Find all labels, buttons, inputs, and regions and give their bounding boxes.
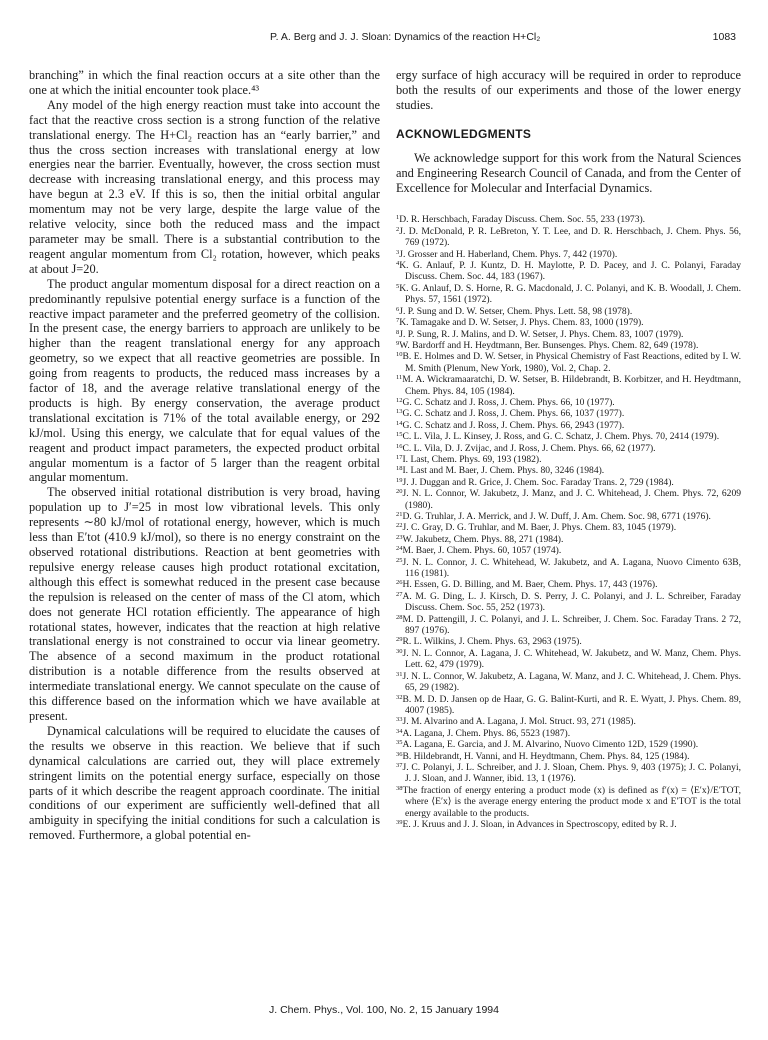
reference-text: J. C. Polanyi, J. L. Schreiber, and J. J. Sloan, Chem. Phys. 9, 403 (1975); J. C. Polanyi, J. J. Sloan, and J. Wanner, ibid. 13, 1 (1976). [402, 761, 741, 785]
reference-text: B. E. Holmes and D. W. Setser, in Physical Chemistry of Fast Reactions, edited by I. W. M. Smith (Plenum, New York, 1980), Vol. 2, Chap. 2. [402, 351, 741, 374]
reference-item [396, 739, 741, 750]
reference-number: 13 [396, 408, 403, 416]
reference-item [396, 819, 741, 830]
section-heading: ACKNOWLEDGMENTS [396, 126, 532, 141]
reference-text: The fraction of energy entering a product mode (x) is defined as f′(x) = ⟨E′x⟩/E′TOT, where ⟨E′x⟩ is the average energy entering the product mode x and E′TOT is the total energy available to the products. [402, 784, 741, 819]
reference-text: M. D. Pattengill, J. C. Polanyi, and J. L. Schreiber, J. Chem. Soc. Faraday Trans. 2 72, 897 (1976). [402, 613, 741, 637]
reference-item [396, 329, 741, 340]
reference-item [396, 454, 741, 465]
reference-number: 30 [396, 647, 403, 655]
reference-item [396, 614, 741, 637]
reference-number: 22 [396, 522, 403, 530]
reference-item [396, 443, 741, 454]
reference-text: A. M. G. Ding, L. J. Kirsch, D. S. Perry, J. C. Polanyi, and J. L. Schreiber, Faraday Discuss. Chem. Soc. 55, 252 (1973). [402, 590, 741, 614]
reference-number: 1 [396, 214, 400, 222]
reference-text: I. Last, Chem. Phys. 69, 193 (1982). [402, 453, 542, 465]
reference-text: G. C. Schatz and J. Ross, J. Chem. Phys. 66, 2943 (1977). [402, 419, 625, 431]
reference-item [396, 397, 741, 408]
reference-number: 4 [396, 260, 400, 268]
reference-item [396, 420, 741, 431]
reference-number: 28 [396, 613, 403, 621]
reference-number: 26 [396, 579, 403, 587]
reference-number: 37 [396, 761, 403, 769]
reference-number: 12 [396, 396, 403, 404]
reference-number: 7 [396, 317, 400, 325]
reference-item [396, 226, 741, 249]
reference-text: B. M. D. D. Jansen op de Haar, G. G. Balint-Kurti, and R. E. Wyatt, J. Phys. Chem. 89, 4007 (1985). [402, 693, 741, 716]
reference-text: E. J. Kruus and J. J. Sloan, in Advances in Spectroscopy, edited by R. J. [402, 818, 677, 830]
reference-text: R. L. Wilkins, J. Chem. Phys. 63, 2963 (1975). [402, 636, 582, 648]
reference-text: J. N. L. Connor, J. C. Whitehead, W. Jakubetz, and A. Lagana, Nuovo Cimento 63B, 116 (1981). [402, 556, 741, 580]
reference-number: 25 [396, 556, 403, 564]
reference-number: 5 [396, 282, 400, 290]
reference-item [396, 557, 741, 580]
reference-number: 3 [396, 248, 400, 256]
reference-text: W. Bardorff and H. Heydtmann, Ber. Bunsenges. Phys. Chem. 82, 649 (1978). [399, 339, 699, 351]
reference-text: A. Lagana, J. Chem. Phys. 86, 5523 (1987). [402, 727, 571, 739]
reference-item [396, 351, 741, 374]
reference-item [396, 214, 741, 225]
reference-number: 2 [396, 225, 400, 233]
acknowledgment-paragraph: We acknowledge support for this work from the Natural Sciences and Engineering Research Council of Canada, and from the Center of Excellence for Molecular and Interfacial Dynamics. [396, 150, 741, 195]
reference-number: 15 [396, 431, 403, 439]
reference-item [396, 249, 741, 260]
reference-text: J. P. Sung and D. W. Setser, Chem. Phys. Lett. 58, 98 (1978). [399, 305, 633, 317]
reference-item [396, 694, 741, 717]
reference-number: 18 [396, 465, 403, 473]
reference-item [396, 591, 741, 614]
reference-item [396, 488, 741, 511]
reference-number: 38 [396, 784, 403, 792]
reference-number: 14 [396, 419, 403, 427]
reference-number: 8 [396, 328, 400, 336]
reference-text: G. C. Schatz and J. Ross, J. Chem. Phys. 66, 1037 (1977). [402, 408, 625, 420]
page-footer: J. Chem. Phys., Vol. 100, No. 2, 15 January 1994 [269, 1004, 499, 1016]
reference-item [396, 716, 741, 727]
reference-text: J. N. L. Connor, A. Lagana, J. C. Whitehead, W. Jakubetz, and W. Manz, Chem. Phys. Lett. 62, 479 (1979). [402, 647, 741, 671]
body-paragraph: branching” in which the final reaction occurs at a site other than the one at which the initial encounter took place.⁴³ [29, 68, 380, 97]
reference-text: D. R. Herschbach, Faraday Discuss. Chem. Soc. 55, 233 (1973). [399, 214, 646, 226]
reference-text: A. Lagana, E. Garcia, and J. M. Alvarino, Nuovo Cimento 12D, 1529 (1990). [402, 739, 699, 751]
reference-text: G. C. Schatz and J. Ross, J. Chem. Phys. 66, 10 (1977). [402, 396, 615, 408]
reference-item [396, 283, 741, 306]
reference-item [396, 636, 741, 647]
reference-item [396, 534, 741, 545]
reference-number: 36 [396, 750, 403, 758]
running-title: P. A. Berg and J. J. Sloan: Dynamics of the reaction H+Cl₂ [270, 31, 541, 43]
reference-text: I. Last and M. Baer, J. Chem. Phys. 80, 3246 (1984). [402, 465, 605, 477]
reference-item [396, 317, 741, 328]
reference-item [396, 545, 741, 556]
reference-text: C. L. Vila, J. L. Kinsey, J. Ross, and G. C. Schatz, J. Chem. Phys. 70, 2414 (1979). [402, 431, 720, 443]
reference-item [396, 762, 741, 785]
reference-text: B. Hildebrandt, H. Vanni, and H. Heydtmann, Chem. Phys. 84, 125 (1984). [402, 750, 690, 762]
reference-text: J. N. L. Connor, W. Jakubetz, J. Manz, and J. C. Whitehead, J. Chem. Phys. 72, 6209 (1980). [402, 488, 741, 511]
reference-text: M. A. Wickramaaratchi, D. W. Setser, B. Hildebrandt, B. Korbitzer, and H. Heydtmann, Chem. Phys. 84, 105 (1984). [402, 374, 741, 397]
reference-item [396, 511, 741, 522]
reference-text: D. G. Truhlar, J. A. Merrick, and J. W. Duff, J. Am. Chem. Soc. 98, 6771 (1976). [402, 511, 711, 522]
body-paragraph: Any model of the high energy reaction must take into account the fact that the reactive cross section is a strong function of the relative translational energy. The H+Cl₂ reaction has an “early barrier,” and thus the cross section increases with translational energy at low energies near the barrier. Eventually, however, the cross section must decrease with increasing translational energy, and this process may have begun at 2.3 eV. If this is so, then the initial orbital angular momentum may not be very large, despite the large value of the relative velocity, since both the reduced mass and the impact parameter may be small. There is a substantial contribution to the reagent angular momentum from Cl₂ rotation, however, which peaks at about J=20. [29, 97, 380, 276]
reference-number: 27 [396, 590, 403, 598]
reference-item [396, 340, 741, 351]
reference-number: 34 [396, 727, 403, 735]
right-column [396, 68, 741, 830]
reference-number: 23 [396, 533, 403, 541]
page-header [22, 31, 736, 47]
reference-text: K. G. Anlauf, P. J. Kuntz, D. H. Maylotte, P. D. Pacey, and J. C. Polanyi, Faraday Discuss. Chem. Soc. 44, 183 (1967). [399, 260, 741, 283]
reference-number: 32 [396, 693, 403, 701]
reference-number: 33 [396, 716, 403, 724]
reference-text: J. M. Alvarino and A. Lagana, J. Mol. Struct. 93, 271 (1985). [402, 716, 636, 728]
reference-item [396, 477, 741, 488]
reference-item [396, 751, 741, 762]
reference-text: K. G. Anlauf, D. S. Horne, R. G. Macdonald, J. C. Polanyi, and K. B. Woodall, J. Chem. Phys. 57, 1561 (1972). [399, 282, 741, 306]
reference-number: 21 [396, 511, 403, 518]
reference-text: J. J. Duggan and R. Grice, J. Chem. Soc. Faraday Trans. 2, 729 (1984). [402, 476, 674, 488]
reference-item [396, 522, 741, 533]
reference-item [396, 579, 741, 590]
reference-item [396, 306, 741, 317]
reference-number: 16 [396, 442, 403, 450]
reference-text: W. Jakubetz, Chem. Phys. 88, 271 (1984). [402, 533, 564, 545]
reference-number: 24 [396, 545, 403, 553]
reference-number: 20 [396, 488, 403, 496]
body-paragraph: The product angular momentum disposal for a direct reaction on a predominantly repulsive potential energy surface is a function of the reactive impact parameter and the preferred geometry of the collision. In the present case, the energy barriers to approach are unlikely to be higher than the reagent translational energy for any approach geometry, so we expect that all reactive geometries are possible. In going from reagents to products, the reduced mass increases by a factor of 18, and the average relative translational energy of the products is high. By energy conservation, the average product translational excitation is 71% of the total available energy, or 292 kJ/mol. Using this energy, we calculate that for equal values of the reagent and product impact parameters, the expected product orbital angular momentum is a factor of 5 larger than the reagent orbital angular momentum. [29, 276, 380, 485]
reference-number: 11 [396, 374, 403, 382]
reference-text: M. Baer, J. Chem. Phys. 60, 1057 (1974). [402, 545, 562, 557]
reference-item [396, 728, 741, 739]
reference-text: H. Essen, G. D. Billing, and M. Baer, Chem. Phys. 17, 443 (1976). [402, 579, 658, 591]
reference-text: J. D. McDonald, P. R. LeBreton, Y. T. Lee, and D. R. Herschbach, J. Chem. Phys. 56, 769 (1972). [399, 225, 741, 249]
reference-item [396, 671, 741, 694]
body-paragraph: The observed initial rotational distribution is very broad, having population up to J′=25 in most low vibrational levels. This only represents ∼80 kJ/mol of rotational energy, however, which is much less than E′tot (410.9 kJ/mol), so there is no energy constraint on the observed rotational distributions. Reaction at bent geometries with repulsive energy release causes high product rotational excitation, although this effect is somewhat reduced in the present case because the repulsion is released on the center of mass of the Cl atom, which does not generate HCl rotation efficiently. The appearance of high rotational states, however, indicates that the reaction at high relative translational energy is not constrained to occur via linear geometry. The absence of a second maximum in the product rotational distribution is a notable difference from the results observed at intermediate translational energy. We cannot speculate on the cause of this difference based on the information which we have available at present. [29, 485, 380, 723]
reference-number: 9 [396, 339, 400, 347]
reference-number: 6 [396, 305, 400, 313]
page-number: 1083 [712, 31, 736, 43]
reference-item [396, 785, 741, 819]
reference-item [396, 648, 741, 671]
body-paragraph: ergy surface of high accuracy will be required in order to reproduce both the results of our experiments and those of the lower energy studies. [396, 68, 741, 112]
reference-number: 19 [396, 476, 403, 484]
reference-text: J. Grosser and H. Haberland, Chem. Phys. 7, 442 (1970). [399, 248, 618, 260]
reference-text: K. Tamagake and D. W. Setser, J. Phys. Chem. 83, 1000 (1979). [399, 317, 644, 329]
reference-number: 29 [396, 636, 403, 644]
reference-number: 17 [396, 453, 403, 461]
reference-text: J. P. Sung, R. J. Malins, and D. W. Setser, J. Phys. Chem. 83, 1007 (1979). [399, 328, 684, 340]
reference-number: 31 [396, 670, 403, 678]
reference-number: 39 [396, 818, 403, 826]
reference-number: 35 [396, 739, 403, 747]
reference-item [396, 465, 741, 476]
reference-item [396, 260, 741, 283]
reference-text: J. N. L. Connor, W. Jakubetz, A. Lagana, W. Manz, and J. C. Whitehead, J. Chem. Phys. 65, 29 (1982). [402, 670, 741, 694]
left-column [29, 68, 380, 843]
reference-text: C. L. Vila, D. J. Zvijac, and J. Ross, J. Chem. Phys. 66, 62 (1977). [402, 442, 656, 454]
reference-item [396, 374, 741, 397]
reference-text: J. C. Gray, D. G. Truhlar, and M. Baer, J. Phys. Chem. 83, 1045 (1979). [402, 522, 677, 534]
reference-item [396, 431, 741, 442]
body-paragraph: Dynamical calculations will be required to elucidate the causes of the results we observe in this reaction. We believe that if such dynamical calculations are carried out, they will place extremely stringent limits on the potential energy surface, especially on those parts of it which describe the reagent approach coordinate. The initial conditions of our experiment are sufficiently well-defined that all ambiguity in specifying the initial conditions for such a calculation is removed. Furthermore, a global potential en- [29, 723, 380, 843]
reference-list [396, 214, 741, 830]
reference-number: 10 [396, 351, 403, 359]
reference-item [396, 408, 741, 419]
